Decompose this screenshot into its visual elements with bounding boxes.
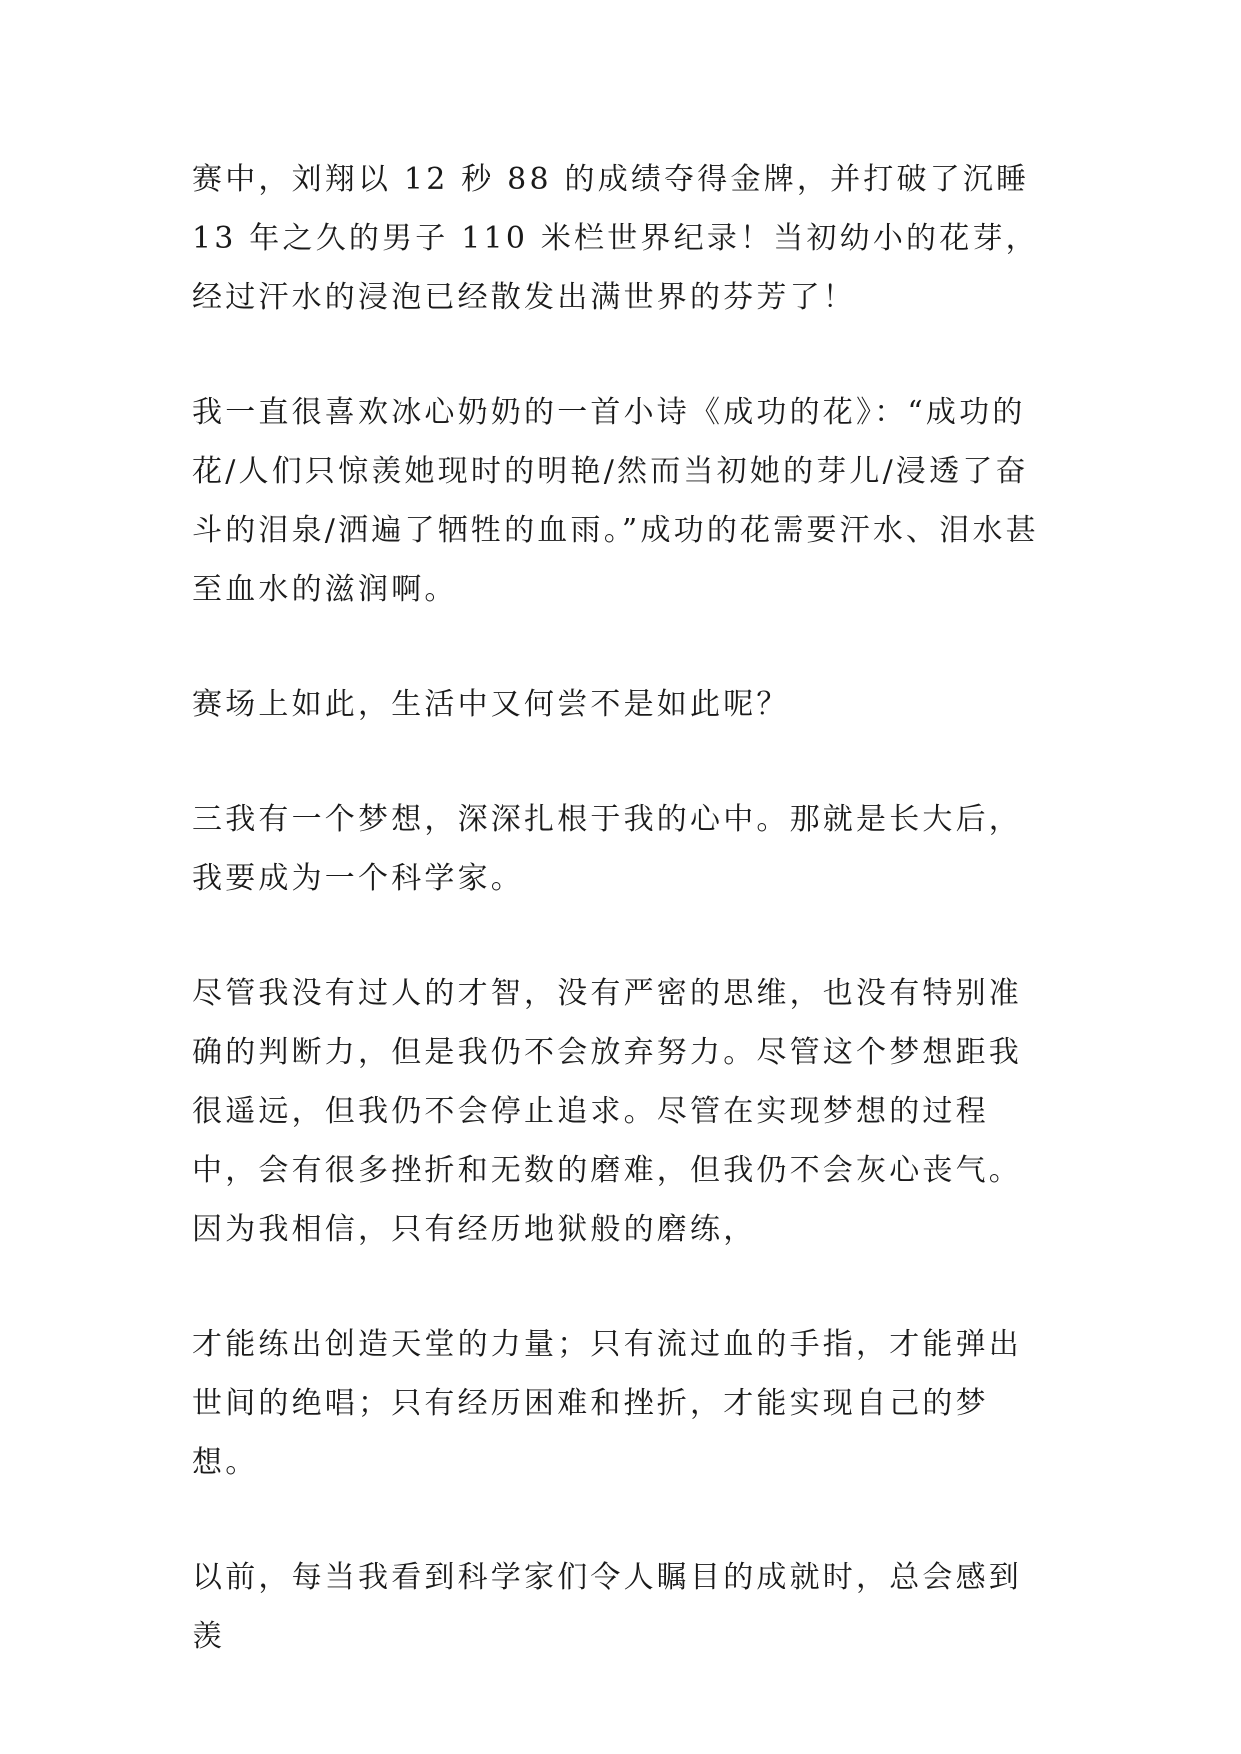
paragraph: 我一直很喜欢冰心奶奶的一首小诗《成功的花》：“成功的花/人们只惊羡她现时的明艳/然而当初她的芽儿/浸透了奋斗的泪泉/洒遍了牺牲的血雨。”成功的花需要汗水、泪水甚至血水的滋润啊。 bbox=[192, 395, 1039, 607]
paragraph: 赛场上如此，生活中又何尝不是如此呢？ bbox=[192, 687, 790, 722]
document-body bbox=[192, 150, 1052, 1666]
paragraph: 尽管我没有过人的才智，没有严密的思维，也没有特别准确的判断力，但是我仍不会放弃努力。尽管这个梦想距我很遥远，但我仍不会停止追求。尽管在实现梦想的过程中，会有很多挫折和无数的磨难，但我仍不会灰心丧气。因为我相信，只有经历地狱般的磨练， bbox=[192, 976, 1022, 1247]
paragraph: 三我有一个梦想，深深扎根于我的心中。那就是长大后，我要成为一个科学家。 bbox=[192, 802, 1022, 896]
paragraph: 以前，每当我看到科学家们令人瞩目的成就时，总会感到羡 bbox=[192, 1560, 1022, 1654]
paragraph: 才能练出创造天堂的力量；只有流过血的手指，才能弹出世间的绝唱；只有经历困难和挫折，才能实现自己的梦想。 bbox=[192, 1327, 1022, 1480]
paragraph: 赛中，刘翔以 12 秒 88 的成绩夺得金牌，并打破了沉睡 13 年之久的男子 110 米栏世界纪录！当初幼小的花芽，经过汗水的浸泡已经散发出满世界的芬芳了！ bbox=[192, 162, 1043, 315]
